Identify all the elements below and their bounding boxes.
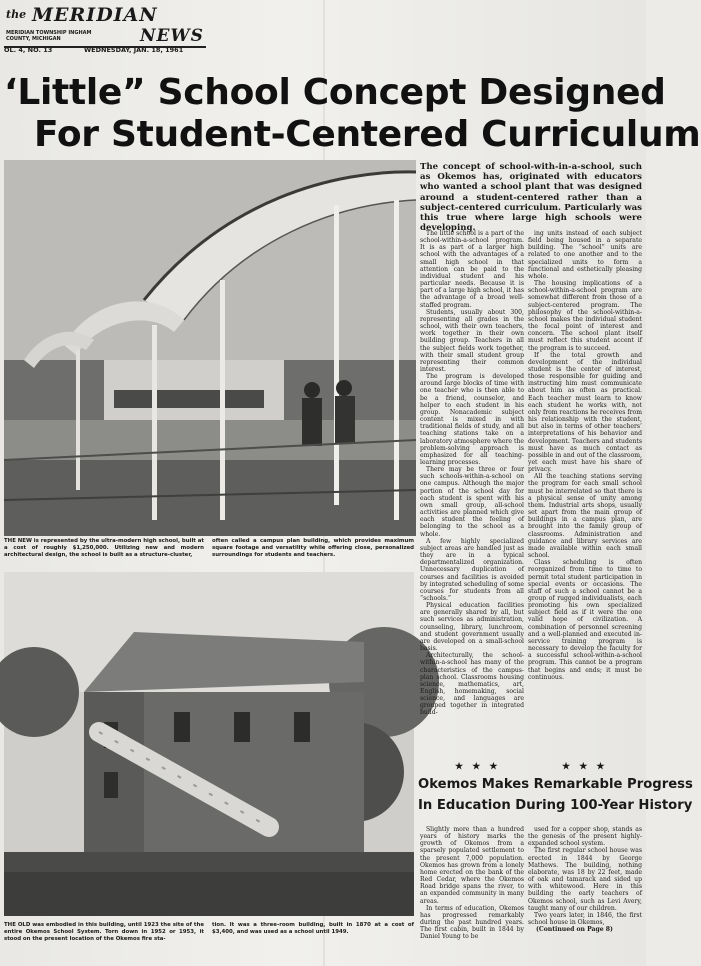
photo-new-school <box>4 160 416 536</box>
paragraph: The little school is a part of the school-within-a-school program. It is as part of a larger high school with the advantages of a small high school in that attention can be paid to the individual student and his particular needs. Because it is part of a large high school, it has the advantage of a broad well-staffed program. <box>420 230 524 309</box>
paragraph: Two years later, in 1846, the first school house in Okemos, <box>528 911 642 927</box>
second-headline-line-2: In Education During 100-Year History <box>418 798 693 813</box>
old-school-illustration <box>4 572 414 916</box>
paragraph: In terms of education, Okemos has progressed remarkably during the past hundred years. The first cabin, built in 1844 by Daniel Young to be <box>420 904 524 941</box>
paragraph: Class scheduling is often reorganized from time to time to permit total student participation in special events or occasions. The staff of such a school cannot be a group of rugged individualists, each promoting his own specialized subject field as if it were the one valid hope of civilization. A combination of personnel screening and a well-planned and executed in-service training program is necessary to develop the faculty for a successful school-within-a-school program. This cannot be a program that begins and ends; it must be continuous. <box>528 559 642 681</box>
paragraph: The program is developed around large blocks of time with one teacher who is then able to be a friend, counselor, and helper to each student in his group. Nonacademic subject content is mixed in with traditional fields of study, and all teaching stations take on a laboratory atmosphere where the problem-solving approach is emphasized for all teaching-learning processes. <box>420 373 524 466</box>
paragraph: There may be three or four such schools-within-a-school on one campus. Although the major portion of the school day for each student is spent with his own small group, all-school activities are planned which give each student the feeling of belonging to the school as a whole. <box>420 466 524 538</box>
paragraph: The first regular school house was erected in 1844 by George Mathews. The building, nothing elaborate, was 18 by 22 feet, made of oak and tamarack and sided up with whitewood. Here in this building the early teachers of Okemos school, such as Levi Avery, taught many of our children. <box>528 847 642 912</box>
new-school-illustration <box>4 160 416 536</box>
issue-date: WEDNESDAY, JAN. 18, 1961 <box>84 46 184 54</box>
headline-line-1: ‘Little” School Concept Designed <box>4 72 666 113</box>
caption-old-school-part-2: tion. It was a three-room building, built in 1870 at a cost of $3,400, and was used as a school until 1949. <box>212 922 414 935</box>
caption-new-school-part-2: often called a campus plan building, which provides maximum square footage and versatility while offering close, personalized surroundings for students and teachers. <box>212 538 414 558</box>
paragraph: Slightly more than a hundred years of history marks the growth of Okemos from a sparsely populated settlement to the present 7,000 population. Okemos has grown from a lonely home erected on the bank of the Red Cedar, where the Okemos Road bridge spans the river, to an expanded community in many areas. <box>420 826 524 905</box>
masthead-the: the <box>6 8 27 21</box>
separator-stars: ★ ★ ★ <box>455 762 501 772</box>
second-headline <box>418 776 693 814</box>
paragraph: Students, usually about 300, representing all grades in the school, with their own teachers, work together in their own building group. Teachers in all the subject fields work together, with their small student group representing their common interest. <box>420 308 524 373</box>
article-column-2 <box>528 230 642 750</box>
caption-new-school-part-1: THE NEW is represented by the ultra-modern high school, built at a cost of roughly $1,250,000. Utilizing new and modern architectural design, the school is built as a structure-cluster, <box>4 538 204 558</box>
paragraph: used for a copper shop, stands as the genesis of the present highly-expanded school system. <box>528 826 642 848</box>
history-column-2 <box>528 826 642 958</box>
headline-line-2: For Student-Centered Curriculum <box>34 114 701 155</box>
photo-old-school <box>4 572 414 916</box>
masthead-news: NEWS <box>140 26 204 46</box>
masthead-township: MERIDIAN TOWNSHIP INGHAM COUNTY, MICHIGAN <box>6 30 92 42</box>
volume-number: OL. 4, NO. 13 <box>4 46 53 54</box>
paragraph: The housing implications of a school-within-a-school program are somewhat different from those of a subject-centered program. The philosophy of the school-within-a-school makes the individual student the focal point of interest and concern. The school plant itself must reflect this student accent if the program is to succeed. <box>528 280 642 352</box>
caption-old-school-part-1: THE OLD was embodied in this building, until 1923 the site of the entire Okemos School System. Torn down in 1952 or 1953, it stood on the present location of the Okemos fire sta- <box>4 922 204 942</box>
paragraph: If the total growth and development of the individual student is the center of interest, those responsible for guiding and instructing him must communicate about him as often as practical. Each teacher must learn to know each student he works with, not only from reactions he receives from his relationship with the student, but also in terms of other teachers’ interpretations of his behavior and development. Teachers and students must have as much contact as possible in and out of the classroom, yet each must have his share of privacy. <box>528 351 642 474</box>
paragraph: A few highly specialized subject areas are handled just as they are in a typical departmentalized organization. Unnecessary duplication of courses and facilities is avoided by integrated scheduling of some courses for students from all “schools.” <box>420 537 524 602</box>
separator-stars: ★ ★ ★ <box>562 762 608 772</box>
paragraph: Architecturally, the school-within-a-school has many of the characteristics of the campus-plan school. Classrooms housing science, mathematics, art, English, homemaking, social science, and languages are grouped together in integrated build- <box>420 652 524 717</box>
second-headline-line-1: Okemos Makes Remarkable Progress <box>418 777 693 792</box>
paragraph: ing units instead of each subject field being housed in a separate building. The “school” units are related to one another and to the specialized units to form a functional and esthetically pleasing whole. <box>528 230 642 280</box>
paragraph: All the teaching stations serving the program for each small school must be interrelated so that there is a physical sense of unity among them. Industrial arts shops, usually set apart from the main group of buildings in a campus plan, are brought into the family group of classrooms. Administration and guidance and library services are made available within each small school. <box>528 473 642 560</box>
lead-paragraph: The concept of school-with-in-a-school, such as Okemos has, originated with educators who wanted a school plant that was designed around a student-centered rather than a subject-centered curriculum. Particularly was this true where large high schools were developing. <box>420 162 642 234</box>
masthead-name: MERIDIAN <box>32 4 158 26</box>
history-column-1 <box>420 826 524 958</box>
continued-notice: (Continued on Page 8) <box>536 926 613 934</box>
article-column-1 <box>420 230 524 750</box>
paragraph: Physical education facilities are generally shared by all, but such services as administration, counseling, library, lunchroom, and student government usually are developed on a small-school basis. <box>420 602 524 653</box>
